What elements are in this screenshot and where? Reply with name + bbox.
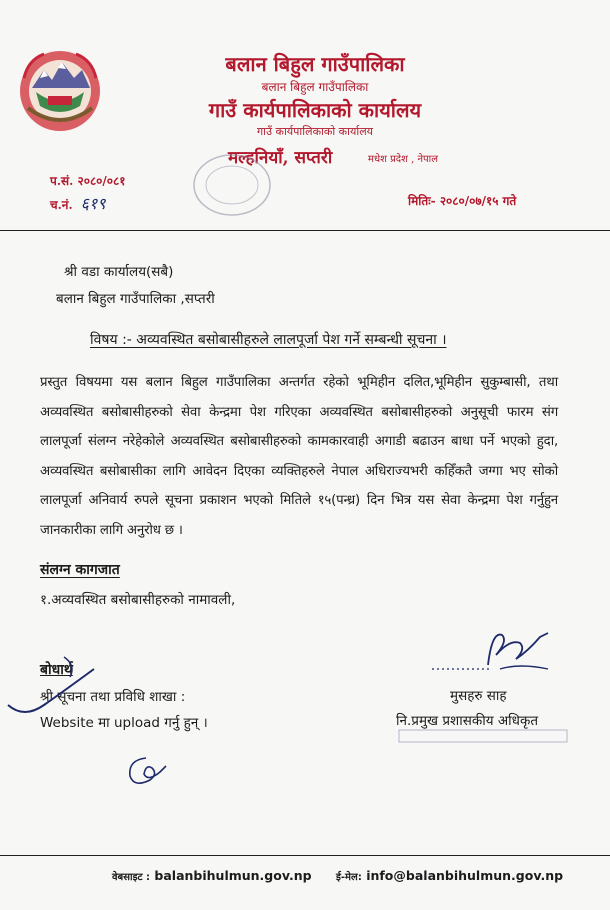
enclosure-heading: संलग्न कागजात [40,562,120,578]
dispatch-value: ६१९ [80,194,106,213]
header-divider [0,230,610,231]
fiscal-year: प.सं. २०८०/०८१ [50,174,126,188]
dispatch-number [50,192,106,214]
cc-heading: बोधार्थ [40,662,73,678]
office-name-secondary: गाउँ कार्यपालिकाको कार्यालय [256,125,374,138]
body-paragraph: प्रस्तुत विषयमा यस बलान बिहुल गाउँपालिका अन्तर्गत रहेको भूमिहीन दलित,भूमिहीन सुकुम्बासी, तथा अव्यवस्थित बसोबासीहरुको सेवा केन्द्रमा पेश गरिएका अव्यवस्थित बसोबासीहरुको अनुसूची फारम संग लालपूर्जा संलग्न नरेहेकोले अव्यवस्थित बसोबासीहरुको कामकारवाही अगाडी बढाउन बाधा पर्ने भएको हुदा, अव्यवस्थित बसोबासीका लागि आवेदन दिएका व्यक्तिहरुले नेपाल अधिराज्यभरी कहिँकतै जग्गा भए सोको लालपूर्जा अनिवार्य रुपले सूचना प्रकाशन भएको मितिले १५(पन्ध्र) दिन भित्र यस सेवा केन्द्रमा पेश गर्नुहुन जानकारीका लागि अनुरोध छ । [40,375,558,538]
website-link[interactable]: balanbihulmun.gov.np [154,868,312,883]
recipient-line-1: श्री वडा कार्यालय(सबै) [64,264,174,280]
initials-scribble-icon [122,750,170,790]
handwritten-tick-mark-icon [4,655,124,725]
office-name: गाउँ कार्यपालिकाको कार्यालय [208,98,422,122]
dispatch-label: च.नं. [50,198,73,212]
municipality-name-secondary: बलान बिहुल गाउँपालिका [261,80,369,94]
nepal-emblem-icon [18,48,102,134]
email-link[interactable]: info@balanbihulmun.gov.np [366,868,564,883]
office-stamp-icon [190,150,274,220]
cc-line-1: श्री सूचना तथा प्रविधि शाखा : [40,689,186,705]
recipient-line-2: बलान बिहुल गाउँपालिका ,सप्तरी [56,291,215,307]
footer-email [336,868,563,883]
website-label: वेबसाइट : [112,872,151,883]
letter-date: मितिः- २०८०/०७/१५ गते [408,194,517,208]
subject-line: विषय :- अव्यवस्थित बसोबासीहरुले लालपूर्जा पेश गर्ने सम्बन्धी सूचना । [90,332,447,348]
signatory-name: मुसहरु साह [450,688,507,704]
official-seal-stamp-icon [398,728,568,744]
office-location: मल्हनियाँ, सप्तरी [228,148,333,168]
municipality-name: बलान बिहुल गाउँपालिका [225,52,405,76]
signature-icon [430,625,560,680]
province-country: मधेश प्रदेश , नेपाल [368,154,439,165]
signatory-title: नि.प्रमुख प्रशासकीय अधिकृत [396,713,539,729]
footer-divider [0,855,610,856]
cc-line-2: Website मा upload गर्नु हुन् । [40,715,208,731]
footer-website [112,868,312,883]
enclosure-item: १.अव्यवस्थित बसोबासीहरुको नामावली, [40,592,236,608]
email-label: ई-मेल: [336,872,362,883]
